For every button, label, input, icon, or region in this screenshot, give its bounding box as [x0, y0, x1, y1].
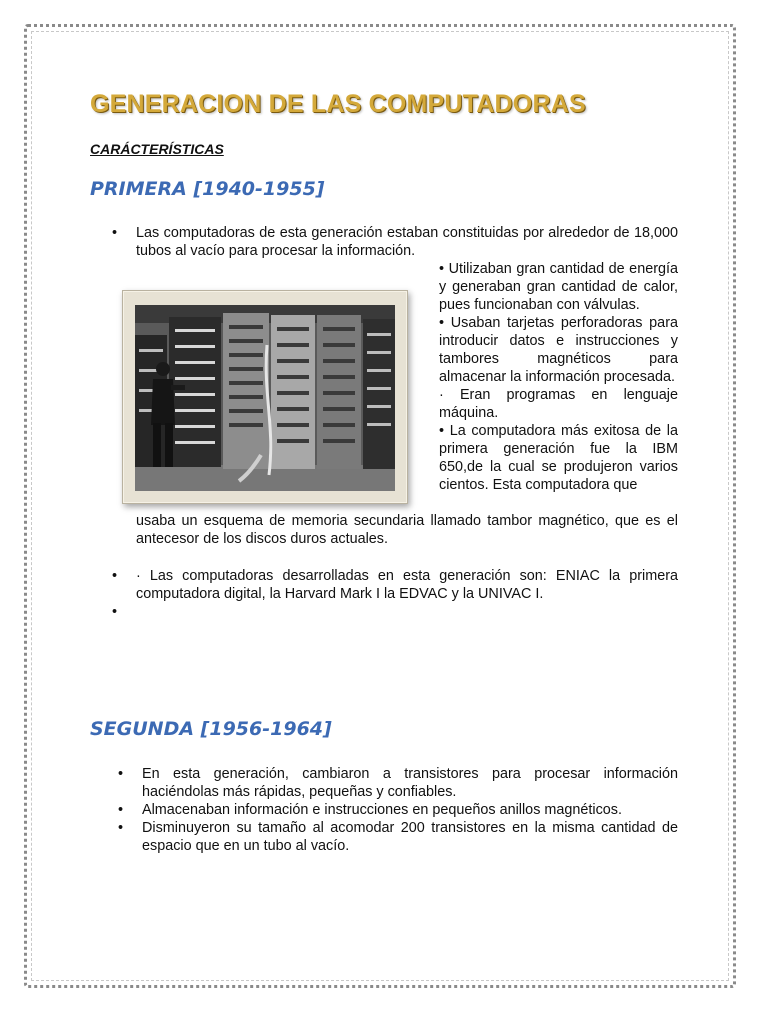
bullet-icon: • — [118, 802, 124, 818]
segunda-list — [96, 765, 678, 855]
bullet-text: En esta generación, cambiaron a transistores para procesar información haciéndolas más rápidas, pequeñas y confiables. — [142, 766, 678, 800]
list-item — [96, 765, 678, 801]
bullet-icon: • — [118, 820, 124, 836]
bullet-text: Disminuyeron su tamaño al acomodar 200 transistores en la misma cantidad de espacio que en un tubo al vacío. — [142, 820, 678, 854]
side-paragraph: • La computadora más exitosa de la primera generación fue la IBM 650,de la cual se produjeron varios cientos. Esta computadora que — [439, 423, 678, 493]
list-item — [90, 224, 678, 260]
bullet-icon: • — [112, 604, 118, 620]
primera-continuation-text: usaba un esquema de memoria secundaria llamado tambor magnético, que es el antecesor de los discos duros actuales. — [136, 513, 678, 547]
side-paragraph: · Eran programas en lenguaje máquina. — [439, 387, 678, 421]
bullet-icon: • — [112, 568, 118, 584]
list-item — [90, 567, 678, 603]
list-item — [90, 603, 678, 621]
bullet-text: Las computadoras de esta generación estaban constituidas por alrededor de 18,000 tubos al vacío para procesar la información. — [136, 225, 678, 259]
list-item — [96, 819, 678, 855]
primera-final-list — [90, 567, 678, 621]
primera-side-text — [439, 260, 678, 494]
page-title: GENERACION DE LAS COMPUTADORAS — [90, 90, 586, 118]
list-item — [96, 801, 678, 819]
section-heading-segunda: SEGUNDA [1956-1964] — [90, 718, 332, 740]
primera-intro-list — [90, 224, 678, 260]
eniac-photo-frame — [122, 290, 408, 504]
section-heading-primera: PRIMERA [1940-1955] — [90, 178, 325, 200]
bullet-text: Almacenaban información e instrucciones en pequeños anillos magnéticos. — [142, 802, 622, 818]
side-paragraph: • Usaban tarjetas perforadoras para introducir datos e instrucciones y tambores magnéticos para almacenar la información procesada. — [439, 315, 678, 385]
eniac-photo — [135, 305, 395, 491]
bullet-text: · Las computadoras desarrolladas en esta generación son: ENIAC la primera computadora digital, la Harvard Mark I la EDVAC y la UNIVAC I. — [136, 568, 678, 602]
characteristics-subtitle: CARÁCTERÍSTICAS — [90, 141, 224, 157]
bullet-icon: • — [112, 225, 118, 241]
bullet-icon: • — [118, 766, 124, 782]
side-paragraph: • Utilizaban gran cantidad de energía y generaban gran cantidad de calor, pues funcionaban con válvulas. — [439, 261, 678, 313]
